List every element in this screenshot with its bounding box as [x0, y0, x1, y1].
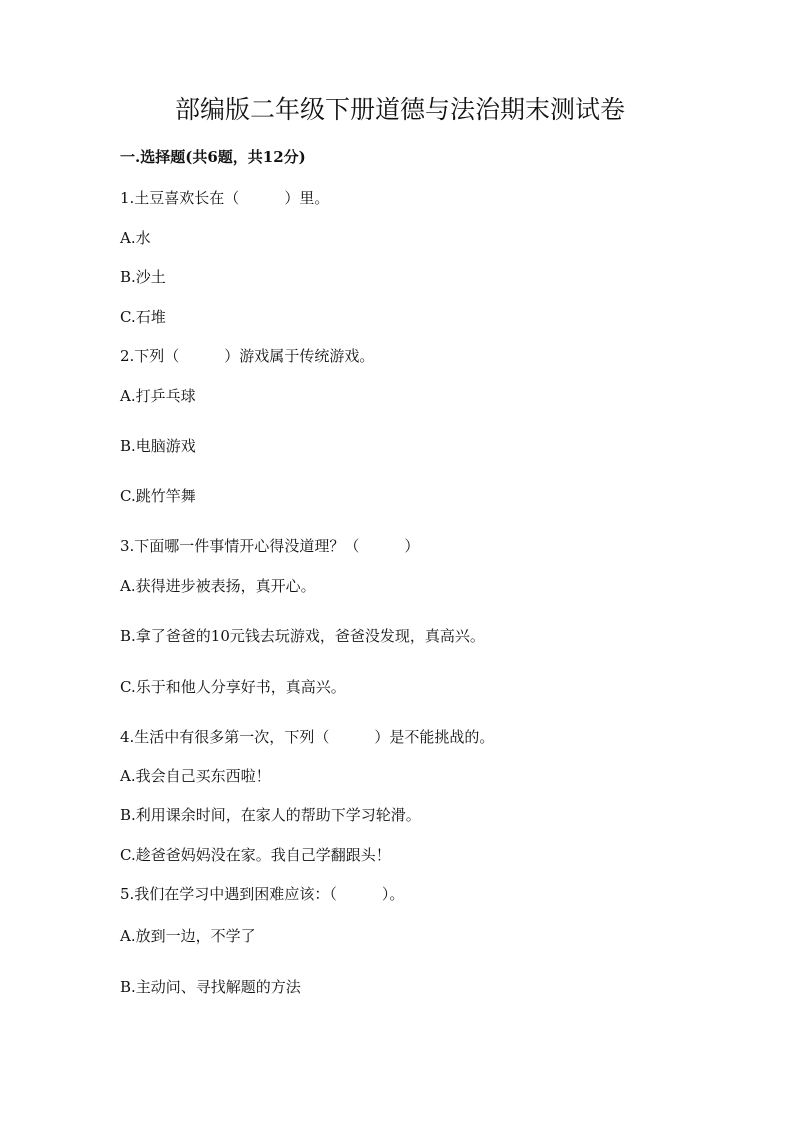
question-4-stem: 4.生活中有很多第一次，下列（ ）是不能挑战的。: [120, 728, 495, 746]
question-4-option-b: B.利用课余时间，在家人的帮助下学习轮滑。: [120, 806, 421, 824]
question-3-option-c: C.乐于和他人分享好书，真高兴。: [120, 678, 346, 696]
question-4-option-a: A.我会自己买东西啦！: [120, 767, 271, 785]
section-heading: 一.选择题(共6题，共12分): [120, 148, 306, 166]
question-4-option-c: C.趁爸爸妈妈没在家。我自己学翻跟头！: [120, 846, 391, 864]
question-5-stem: 5.我们在学习中遇到困难应该：（ ）。: [120, 885, 405, 903]
question-1-stem: 1.土豆喜欢长在（ ）里。: [120, 189, 330, 207]
question-5-option-a: A.放到一边，不学了: [120, 927, 256, 945]
question-5-option-b: B.主动问、寻找解题的方法: [120, 978, 301, 996]
question-3-option-b: B.拿了爸爸的10元钱去玩游戏，爸爸没发现，真高兴。: [120, 627, 485, 645]
document-title: 部编版二年级下册道德与法治期末测试卷: [174, 95, 625, 124]
question-2-stem: 2.下列（ ）游戏属于传统游戏。: [120, 347, 375, 365]
question-2-option-b: B.电脑游戏: [120, 437, 196, 455]
question-1-option-a: A.水: [120, 229, 151, 247]
question-3-option-a: A.获得进步被表扬，真开心。: [120, 577, 316, 595]
question-1-option-c: C.石堆: [120, 308, 166, 326]
question-2-option-c: C.跳竹竿舞: [120, 487, 196, 505]
question-2-option-a: A.打乒乓球: [120, 387, 196, 405]
question-1-option-b: B.沙土: [120, 268, 166, 286]
question-3-stem: 3.下面哪一件事情开心得没道理？（ ）: [120, 537, 420, 555]
